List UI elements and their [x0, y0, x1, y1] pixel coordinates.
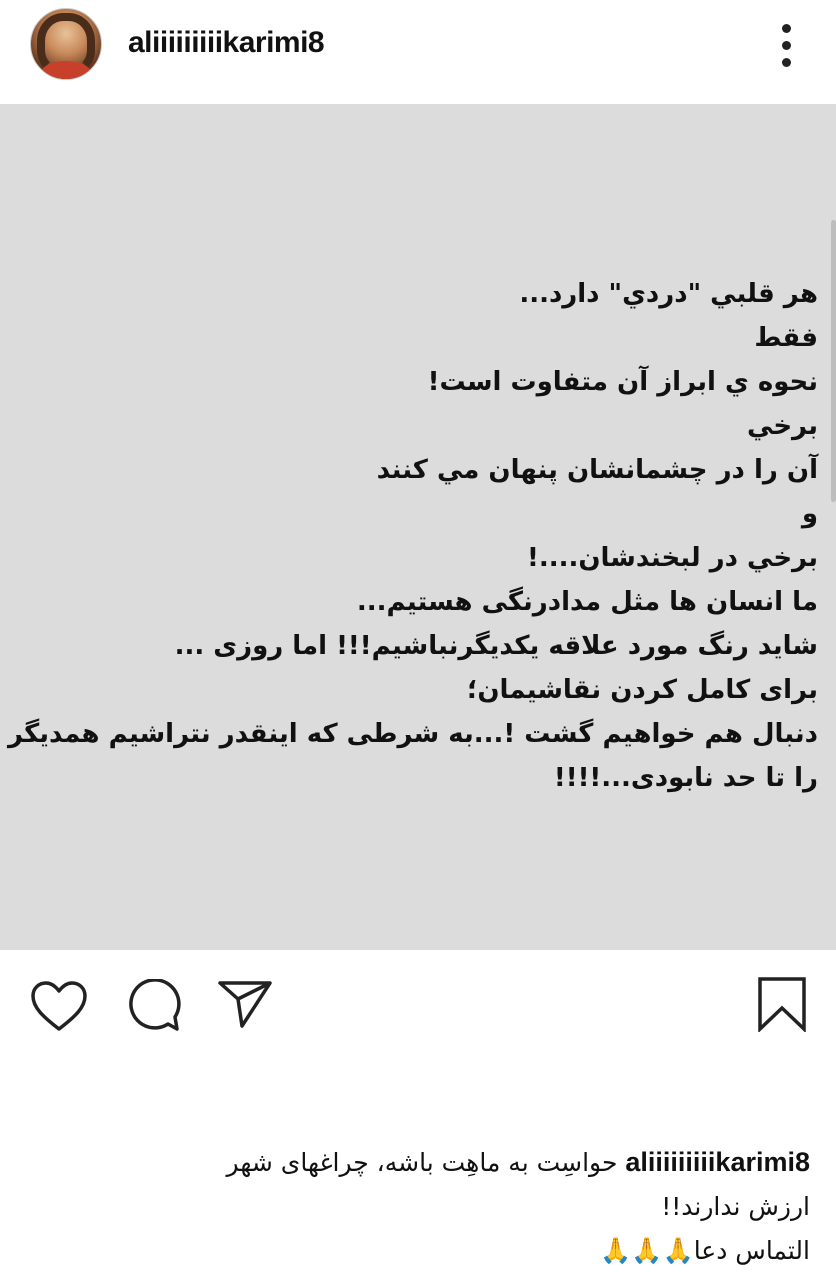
- post-text-line: ما انسان ها مثل مدادرنگی هستیم...: [356, 587, 818, 617]
- post-text-line: فقط: [754, 323, 818, 353]
- caption-text: حواسِت به ماهِت باشه، چراغهای شهر: [226, 1148, 618, 1177]
- post-text-line: برای کامل کردن نقاشیمان؛: [466, 675, 818, 705]
- post-caption: [20, 1140, 810, 1273]
- heart-icon[interactable]: [30, 980, 88, 1032]
- post-text-line: برخي در لبخندشان....!: [526, 543, 818, 573]
- caption-line-3: [20, 1229, 810, 1273]
- post-header: [0, 0, 836, 104]
- caption-line-2: ارزش ندارند!!: [661, 1192, 810, 1221]
- header-username[interactable]: aliiiiiiiiikarimi8: [128, 26, 325, 59]
- post-text-line: آن را در چشمانشان پنهان مي كنند: [376, 455, 818, 485]
- post-text-line: را تا حد نابودی...!!!!: [553, 763, 818, 793]
- comment-icon[interactable]: [124, 979, 182, 1033]
- post-text-line: برخي: [747, 411, 818, 441]
- profile-avatar[interactable]: [30, 8, 102, 80]
- post-text-line: نحوه ي ابراز آن متفاوت است!: [427, 367, 818, 397]
- post-text-line: دنبال هم خواهیم گشت !...به شرطی که اینقدر نتراشیم همدیگر: [8, 719, 818, 749]
- more-vertical-icon[interactable]: [776, 24, 796, 68]
- caption-username[interactable]: aliiiiiiiiikarimi8: [625, 1147, 810, 1177]
- post-text-block: [8, 272, 818, 800]
- post-image[interactable]: [0, 104, 836, 950]
- post-text-line: و: [801, 499, 818, 529]
- post-text-line: شاید رنگ مورد علاقه یکدیگرنباشیم!!! اما روزی ...: [174, 631, 818, 661]
- avatar-shirt-shape: [41, 61, 91, 80]
- caption-line-1: [20, 1140, 810, 1185]
- caption-text: التماس دعا: [693, 1236, 810, 1265]
- scrollbar-thumb[interactable]: [831, 220, 836, 502]
- post-text-line: هر قلبي "دردي" دارد...: [519, 279, 818, 309]
- bookmark-icon[interactable]: [756, 976, 808, 1032]
- pray-emoji-icon: 🙏🙏🙏: [600, 1236, 694, 1265]
- send-icon[interactable]: [216, 979, 274, 1029]
- action-bar: [0, 950, 836, 1060]
